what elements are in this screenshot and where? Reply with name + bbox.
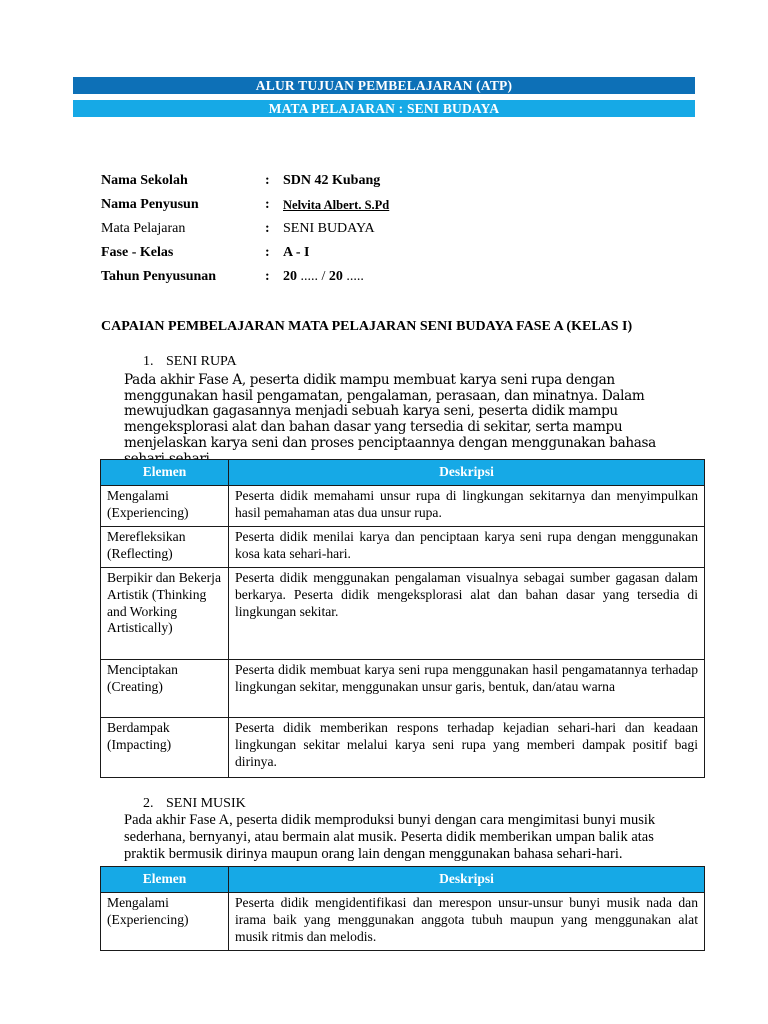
info-label: Fase - Kelas: [101, 245, 174, 260]
info-value: [283, 267, 364, 287]
section-title: SENI RUPA: [166, 354, 237, 369]
deskripsi-cell: Peserta didik memahami unsur rupa di lingkungan sekitarnya dan menyimpulkan hasil pemahaman atas dua unsur rupa.: [229, 486, 705, 527]
elemen-cell: Merefleksikan (Reflecting): [101, 527, 229, 568]
deskripsi-cell: Peserta didik memberikan respons terhadap kejadian sehari-hari dan keadaan lingkungan sekitar melalui karya seni rupa yang memberi dampak positif bagi dirinya.: [229, 718, 705, 778]
column-header-deskripsi: Deskripsi: [229, 867, 705, 893]
column-header-elemen: Elemen: [101, 460, 229, 486]
elemen-cell: Mengalami (Experiencing): [101, 893, 229, 951]
subject-title-bar: [73, 100, 695, 117]
info-value: A - I: [283, 245, 310, 260]
section-paragraph-seni-musik: Pada akhir Fase A, peserta didik memproduksi bunyi dengan cara mengimitasi bunyi musik sederhana, bernyanyi, atau bermain alat musik. Peserta didik memberikan umpan balik atas praktik bermusik dirinya maupun orang lain dengan menggunakan bahasa sehari-hari.: [124, 812, 656, 862]
year-separator: ..... /: [297, 269, 329, 284]
table-header-row: [101, 867, 705, 893]
year-placeholder: .....: [342, 269, 364, 284]
section-paragraph-seni-rupa: Pada akhir Fase A, peserta didik mampu membuat karya seni rupa dengan menggunakan hasil pengamatan, pengalaman, perasaan, dan minatnya. Dalam mewujudkan gagasannya menjadi sebuah karya seni, peserta didik mampu mengeksplorasi alat dan bahan dasar yang tersedia di sekitar, serta mampu menjelaskan karya seni dan proses penciptaannya dengan menggunakan bahasa: [124, 372, 656, 451]
deskripsi-cell: Peserta didik menggunakan pengalaman visualnya sebagai sumber gagasan dalam berkarya. Peserta didik mengeksplorasi alat dan bahan dasar yang tersedia di lingkungan sekitar.: [229, 568, 705, 660]
table-row: [101, 718, 705, 778]
year-end: 20: [328, 269, 343, 284]
info-colon: :: [265, 173, 270, 188]
info-value: Nelvita Albert. S.Pd: [283, 198, 390, 212]
info-colon: :: [265, 269, 270, 284]
elemen-cell: Menciptakan (Creating): [101, 660, 229, 718]
capaian-heading: CAPAIAN PEMBELAJARAN MATA PELAJARAN SENI BUDAYA FASE A (KELAS I): [101, 319, 633, 334]
elemen-cell: Mengalami (Experiencing): [101, 486, 229, 527]
info-colon: :: [265, 245, 270, 260]
info-colon: :: [265, 197, 270, 212]
column-header-elemen: Elemen: [101, 867, 229, 893]
section-number: 2.: [143, 796, 154, 811]
info-value: SDN 42 Kubang: [283, 173, 381, 188]
info-label: Nama Penyusun: [101, 197, 199, 212]
column-header-deskripsi: Deskripsi: [229, 460, 705, 486]
table-row: [101, 527, 705, 568]
document-title-bar: [73, 77, 695, 94]
info-label: Mata Pelajaran: [101, 221, 186, 236]
deskripsi-cell: Peserta didik membuat karya seni rupa menggunakan hasil pengamatannya terhadap lingkungan sekitar, menggunakan unsur garis, bentuk, dan/atau warna: [229, 660, 705, 718]
elemen-cell: Berpikir dan Bekerja Artistik (Thinking and Working Artistically): [101, 568, 229, 660]
info-colon: :: [265, 221, 270, 236]
info-value: SENI BUDAYA: [283, 221, 375, 236]
table-row: [101, 660, 705, 718]
year-start: 20: [283, 269, 297, 284]
subject-title: MATA PELAJARAN : SENI BUDAYA: [268, 101, 500, 116]
info-label: Tahun Penyusunan: [101, 269, 217, 284]
table-row: [101, 568, 705, 660]
elemen-table-seni-rupa: [100, 459, 705, 778]
table-row: [101, 893, 705, 951]
deskripsi-cell: Peserta didik menilai karya dan penciptaan karya seni rupa dengan menggunakan kosa kata sehari-hari.: [229, 527, 705, 568]
deskripsi-cell: Peserta didik mengidentifikasi dan merespon unsur-unsur bunyi musik nada dan irama baik yang menggunakan anggota tubuh maupun yang menggunakan alat musik ritmis dan melodis.: [229, 893, 705, 951]
table-row: [101, 486, 705, 527]
table-header-row: [101, 460, 705, 486]
elemen-cell: Berdampak (Impacting): [101, 718, 229, 778]
section-title: SENI MUSIK: [166, 796, 246, 811]
elemen-table-seni-musik: [100, 866, 705, 951]
section-number: 1.: [143, 354, 154, 369]
info-label: Nama Sekolah: [101, 173, 188, 188]
document-title: ALUR TUJUAN PEMBELAJARAN (ATP): [255, 78, 513, 93]
